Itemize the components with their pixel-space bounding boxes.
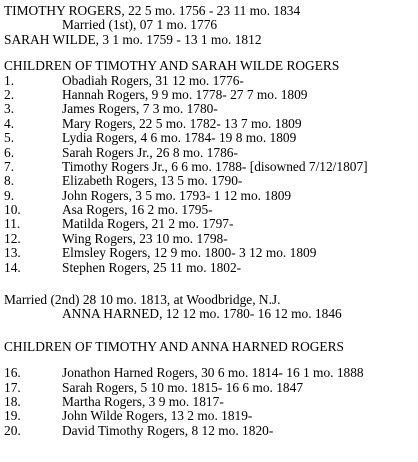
list-item-number: 7. [4, 158, 15, 174]
list-item-number: 6. [4, 144, 15, 160]
list-item-number: 9. [4, 187, 15, 203]
list-item-text: Hannah Rogers, 9 9 mo. 1778- 27 7 mo. 1809 [62, 86, 308, 102]
list-item-text: Elizabeth Rogers, 13 5 mo. 1790- [62, 173, 243, 189]
list-item [0, 246, 418, 260]
list-item-text: Asa Rogers, 16 2 mo. 1795- [62, 202, 213, 218]
list-item [0, 88, 418, 102]
list-item-number: 5. [4, 130, 15, 146]
list-item [0, 160, 418, 174]
list-item [0, 395, 418, 409]
list-item [0, 232, 418, 246]
list-item [0, 409, 418, 423]
list-item-number: 8. [4, 173, 15, 189]
list-item-number: 2. [4, 86, 15, 102]
list-item-text: Stephen Rogers, 25 11 mo. 1802- [62, 259, 242, 275]
list-item [0, 203, 418, 217]
list-item-text: John Rogers, 3 5 mo. 1793- 1 12 mo. 1809 [62, 187, 292, 203]
list-item [0, 74, 418, 88]
list-item-text: Mary Rogers, 22 5 mo. 1782- 13 7 mo. 1809 [62, 115, 302, 131]
list-item-text: John Wilde Rogers, 13 2 mo. 1819- [62, 408, 253, 424]
list-item-number: 20. [4, 422, 21, 438]
list-item-number: 19. [4, 408, 21, 424]
second-wife-record: ANNA HARNED, 12 12 mo. 1780- 16 12 mo. 1846 [62, 306, 342, 322]
list-item-text: Sarah Rogers Jr., 26 8 mo. 1786- [62, 144, 238, 160]
list-item [0, 131, 418, 145]
list-item [0, 381, 418, 395]
list-item-number: 11. [4, 216, 21, 232]
list-item-text: James Rogers, 7 3 mo. 1780- [62, 101, 218, 117]
list-item-text: Elmsley Rogers, 12 9 mo. 1800- 3 12 mo. 1809 [62, 245, 317, 261]
list-item [0, 366, 418, 380]
list-item [0, 424, 418, 438]
first-marriage-record: Married (1st), 07 1 mo. 1776 [62, 17, 218, 33]
second-marriage-record: Married (2nd) 28 10 mo. 1813, at Woodbridge, N.J. [4, 292, 281, 308]
list-item-number: 1. [4, 72, 15, 88]
list-item-number: 17. [4, 379, 21, 395]
list-item [0, 174, 418, 188]
list-item-text: Wing Rogers, 23 10 mo. 1798- [62, 230, 228, 246]
list-item-number: 13. [4, 245, 21, 261]
list-item-text: David Timothy Rogers, 8 12 mo. 1820- [62, 422, 274, 438]
list-item-text: Obadiah Rogers, 31 12 mo. 1776- [62, 72, 244, 88]
father-record: TIMOTHY ROGERS, 22 5 mo. 1756 - 23 11 mo. 1834 [4, 3, 301, 18]
list-item-text: Timothy Rogers Jr., 6 6 mo. 1788- [disowned 7/12/1807] [62, 158, 368, 174]
list-item [0, 261, 418, 275]
list-item-number: 14. [4, 259, 21, 275]
list-item-number: 16. [4, 365, 21, 381]
list-item [0, 146, 418, 160]
list-item-number: 10. [4, 202, 21, 218]
list-item-text: Jonathon Harned Rogers, 30 6 mo. 1814- 16 1 mo. 1888 [62, 365, 364, 381]
first-wife-record: SARAH WILDE, 3 1 mo. 1759 - 13 1 mo. 1812 [4, 31, 262, 47]
children-list-second [0, 366, 418, 438]
list-item [0, 117, 418, 131]
children-heading-first: CHILDREN OF TIMOTHY AND SARAH WILDE ROGERS [4, 58, 340, 74]
list-item-number: 3. [4, 101, 15, 117]
children-list-first [0, 74, 418, 275]
list-item [0, 102, 418, 116]
list-item-text: Sarah Rogers, 5 10 mo. 1815- 16 6 mo. 1847 [62, 379, 304, 395]
list-item-number: 12. [4, 230, 21, 246]
children-heading-second: CHILDREN OF TIMOTHY AND ANNA HARNED ROGERS [4, 338, 344, 354]
list-item-text: Matilda Rogers, 21 2 mo. 1797- [62, 216, 234, 232]
list-item-text: Martha Rogers, 3 9 mo. 1817- [62, 393, 224, 409]
list-item [0, 217, 418, 231]
list-item-number: 18. [4, 393, 21, 409]
list-item-text: Lydia Rogers, 4 6 mo. 1784- 19 8 mo. 1809 [62, 130, 297, 146]
list-item [0, 189, 418, 203]
list-item-number: 4. [4, 115, 15, 131]
